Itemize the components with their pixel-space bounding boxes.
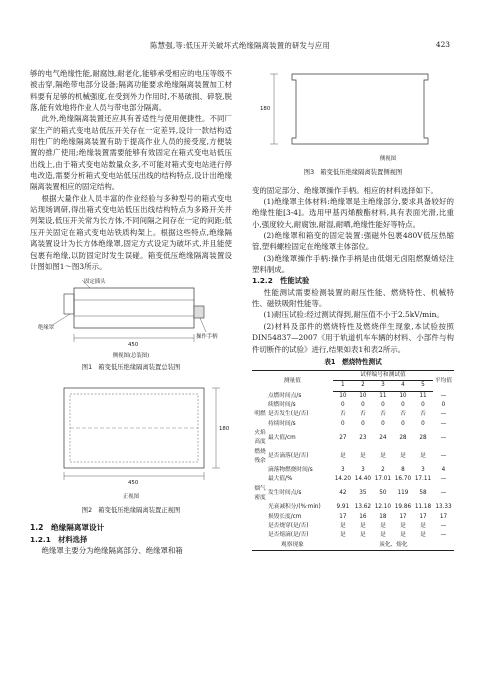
sample-id: 2 [353,381,373,391]
table-cell: 19.86 [394,504,412,511]
table-cell: 0 [421,420,425,427]
paragraph: 够的电气绝缘性能,耐腐蚀,耐老化,能够承受相应的电压等级不被击穿,隔绝带电部分设备;隔离功能要求绝缘隔离装置加工材料要有足够的机械强度,在受到外力作用时,不易破损、碎裂,脱落,能有效地将作业人员与带电部分隔离。 [30,69,232,113]
row-item: 光衰减积分/(%·min) [268,504,321,511]
row-group [252,503,268,512]
page-number: 423 [435,40,450,49]
view-label: 侧视图(总装图) [112,353,150,360]
header-item: 测量值 [252,371,333,392]
row-group [252,531,268,540]
table-cell: 是 [400,522,406,529]
sample-id: 1 [333,381,353,391]
row-item: 是否发生(是/否) [268,411,309,418]
table-cell: 是 [360,522,366,529]
table-cell: 0 [361,420,365,427]
row-group [252,513,268,522]
table-cell: 3 [341,467,345,474]
subsection-heading: 1.2.1 材料选择 [30,534,88,544]
paragraph: (2)绝缘罩和箱变的固定装置:强磁外包裹480V低压热缩管,塑料螺栓固定在绝缘罩主体部位。 [252,231,454,252]
row-item: 持续时间/s [268,420,296,427]
average-cell: — [440,476,447,483]
left-column [30,68,232,556]
row-item: 最大值/% [268,476,293,483]
table-cell: 17 [419,513,427,520]
table-cell: 0 [401,420,405,427]
paragraph: 变的固定部分、绝缘罩操作手柄。相应的材料选择如下。 [252,185,438,195]
table-cell: 0 [381,402,385,409]
table-cell: 是 [360,532,366,539]
table-cell: 否 [380,411,386,418]
table-cell: 42 [339,490,347,497]
table-cell: 17 [339,513,347,520]
table-cell: 12.10 [374,504,392,511]
side-view-drawing [252,68,454,152]
table-cell: 10 [339,392,347,399]
table-row [252,429,454,448]
view-label: 侧视图 [379,156,397,162]
dimension-height: 180 [219,425,230,432]
average-cell: — [440,392,447,399]
dimension-width: 450 [128,479,139,486]
table-cell: 35 [359,490,367,497]
table-cell: 是 [340,522,346,529]
paragraph: 绝缘罩主要分为绝缘隔离部分、绝缘罩和箱 [41,545,183,555]
row-group [252,391,268,401]
paragraph: 根据大量作业人员丰富的作业经验与多种型号的箱式变电站现场调研,得出箱式变电站低压出线结构特点为多路开关并列架设,低压开关常为长方体,不同间隔之间存在一定的间距;低压开关固定在箱式变电站铁质构架上。根据这些特点,绝缘隔离装置设计为长方体绝缘罩,固定方式设定为破坏式,并且能使包裹有绝缘,以防固定时发生误碰。箱变低压绝缘隔离装置设计图如图1～图3所示。 [30,193,232,271]
table-cell: 否 [420,411,426,418]
table-cell: 11 [419,392,427,399]
label-handle: 操作手柄 [196,334,218,341]
average-cell: — [440,434,447,441]
table-row [252,485,454,504]
row-item: 点燃时间点/s [268,392,302,399]
table-cell: 28 [399,434,407,441]
table-row [252,522,454,531]
front-view-drawing [30,380,232,490]
row-group: 烟气密度 [254,485,266,502]
average-cell: — [440,490,447,497]
average-cell: — [440,420,447,427]
average-cell: 17 [439,513,448,520]
table-cell: 是 [380,522,386,529]
table-cell: 0 [361,402,365,409]
label-cover: 绝缘罩 [38,325,55,332]
table-cell: 是 [340,453,346,460]
sample-id: 3 [373,381,393,391]
header-group: 试样编号和测试值 [333,371,433,381]
table-cell: 17.01 [374,476,392,483]
row-group [252,522,268,531]
row-group [252,401,268,410]
table-cell: 是 [360,453,366,460]
table-cell: 否 [400,411,406,418]
table-caption: 表1 燃烧特性测试 [324,357,382,366]
table-cell: 否 [340,411,346,418]
average-cell: 13.33 [435,504,452,511]
table-cell: 58 [419,490,427,497]
row-group: 燃烧残余 [254,448,266,464]
table-row [252,391,454,401]
table-row [252,513,454,522]
table-cell: 24 [379,434,387,441]
table-cell: 8 [401,467,405,474]
sample-id: 5 [413,381,433,391]
row-item: 是否烧穿(是/否) [268,522,309,529]
paragraph: (1)耐压试验:经过测试得到,耐压值不小于2.5kV/min。 [263,310,444,320]
paragraph: 性能测试需要检测装置的耐压性能、燃烧特性、机械特性、磁铁吸附性能等。 [252,287,454,309]
table-cell: 是 [380,532,386,539]
table-cell: 17 [399,513,407,520]
table-cell: 是 [380,453,386,460]
table-cell: 是 [420,522,426,529]
observation-label: 观察现象 [252,541,333,551]
dimension-label: 450 [128,342,139,349]
row-group: 火焰高度 [254,429,266,446]
table-cell: 10 [359,392,367,399]
table-cell: 119 [397,490,409,497]
row-item: 续燃时间/s [268,402,296,409]
table-cell: 18 [379,513,387,520]
view-label: 正视图 [122,493,140,500]
table-row [252,448,454,467]
table-cell: 17.11 [414,476,432,483]
table-row [252,401,454,410]
average-cell: 0 [441,402,446,409]
table-row [252,410,454,419]
table-cell: 0 [401,402,405,409]
table-cell: 0 [381,420,385,427]
journal-running-title: 陈慧强,等:低压开关破坏式绝缘隔离装置的研发与应用 [150,41,330,50]
average-cell: 4 [441,467,446,474]
table-cell: 否 [360,411,366,418]
average-cell: — [440,453,447,460]
figure-1 [30,276,232,360]
average-cell: — [440,532,447,539]
table-cell: 14.40 [354,476,372,483]
label-mount: 固定插头 [84,279,106,286]
table-row [252,475,454,484]
table-cell: 是 [340,532,346,539]
table-cell: 13.62 [354,504,372,511]
table-cell: 3 [421,467,425,474]
combustion-table [252,370,454,551]
row-item: 损毁长度/cm [268,513,302,520]
figure-3 [252,68,454,152]
paragraph: (2)材料及部件的燃烧特性及燃烧伴生现象,本试验按照DIN54837—2007《用于轨道机车车辆的材料、小部件与构件切断件的试验》进行,结果如表1和表2所示。 [252,321,454,354]
table-cell: 50 [379,490,387,497]
row-item: 是否熔滴(是/否) [268,532,309,539]
row-group: 明燃 [254,411,266,418]
paragraph: 此外,绝缘隔离装置还应具有普适性与使用便捷性。不同厂家生产的箱式变电站低压开关存在一定差异,设计一款结构适用性广的绝缘隔离装置有助于提高作业人员的接受度,方便装置的推广使用;绝缘装置需要能够有效固定在箱式变电站低压出线上,由于箱式变电站数量众多,不可能对箱式变电站进行停电改造,需要分析箱式变电站低压出线的结构特点,设计出绝缘隔离装置相应的固定结构。 [30,114,232,192]
subsection-heading: 1.2.2 性能试验 [252,276,310,286]
row-group [252,466,268,475]
table-cell: 是 [400,532,406,539]
average-cell: — [440,522,447,529]
table-cell: 16 [359,513,367,520]
row-item: 最大值/cm [268,434,296,441]
table-cell: 0 [421,402,425,409]
table-cell: 0 [341,402,345,409]
table-row [252,531,454,540]
table-row [252,466,454,475]
row-group [252,475,268,484]
table-cell: 3 [361,467,365,474]
paragraph: (1)绝缘罩主体材料:绝缘罩是主绝缘部分,要求具备较好的绝缘性能[3-4]。选用甲基丙烯酸酯材料,具有表面光滑,比重小,强度较大,耐腐蚀,耐湿,耐晒,绝缘性能好等特点。 [252,197,454,229]
row-item: 滴落物燃烧时间/s [268,467,313,474]
observation-value: 炭化、熔化 [333,541,454,551]
table-cell: 是 [420,532,426,539]
table-row [252,541,454,551]
table-cell: 0 [341,420,345,427]
table-cell: 27 [339,434,347,441]
sample-id: 4 [393,381,413,391]
right-column [252,68,454,551]
section-heading: 1.2 绝缘隔离罩设计 [30,523,105,533]
dimension-label: 180 [260,106,271,112]
table-cell: 16.70 [394,476,412,483]
table-cell: 23 [359,434,367,441]
table-cell: 是 [420,453,426,460]
table-cell: 2 [381,467,385,474]
paragraph: (3)绝缘罩操作手柄:操作手柄是由低烟无卤阻燃聚烯烃注塑料制成。 [252,253,454,275]
table-row [252,503,454,512]
table-cell: 是 [400,453,406,460]
table-row [252,420,454,429]
running-header [30,40,450,54]
table-cell: 11.18 [414,504,432,511]
table-cell: 10 [399,392,407,399]
table-cell: 28 [419,434,427,441]
figure-caption: 图1 箱变低压绝缘隔离装置总装图 [81,364,181,372]
table-cell: 9.91 [336,504,350,511]
header-average: 平均值 [433,371,454,392]
row-group [252,420,268,429]
figure-2 [30,380,232,490]
table-cell: 14.20 [334,476,351,483]
figure-caption: 图3 箱变低压绝缘隔离装置侧视图 [303,169,403,177]
table-cell: 11 [379,392,387,399]
average-cell: — [440,411,447,418]
row-item: 发生时间点/s [268,490,302,497]
row-item: 是否滴落(是/否) [268,453,309,460]
figure-caption: 图2 箱变低压绝缘隔离装置正视图 [81,506,181,514]
